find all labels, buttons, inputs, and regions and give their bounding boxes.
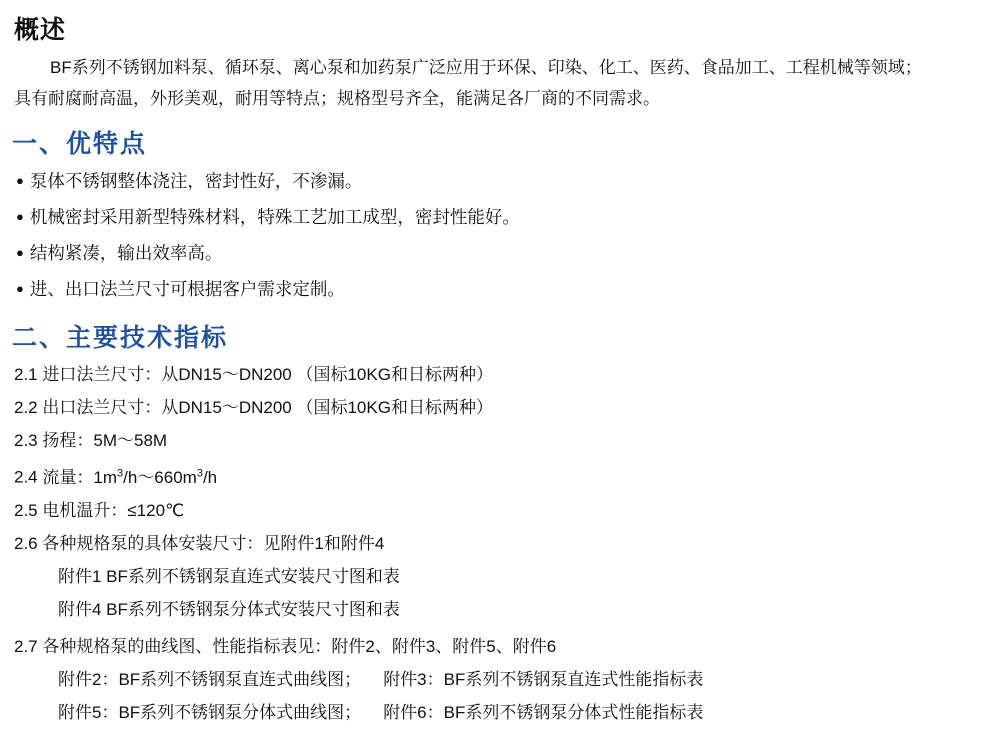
spec-item-2-5 — [14, 494, 1000, 527]
spec-list — [0, 358, 1000, 560]
flow-tail: /h — [202, 467, 218, 487]
page-title: 概述 — [14, 16, 67, 44]
document-page — [0, 10, 1000, 730]
list-item — [16, 272, 1000, 308]
feature-text: 机械密封采用新型特殊材料，特殊工艺加工成型，密封性能好。 — [29, 207, 520, 227]
spec-item-2-3 — [14, 424, 1000, 457]
spec-text: 出口法兰尺寸：从DN15～DN200 （国标10KG和日标两种） — [42, 398, 493, 417]
spec-text: 各种规格泵的具体安装尺寸：见附件1和附件4 — [42, 533, 385, 553]
feature-text: 泵体不锈钢整体浇注，密封性好，不渗漏。 — [29, 171, 363, 191]
spec-item-2-1 — [14, 358, 1000, 391]
spec-number: 2.4 — [14, 467, 38, 487]
spec-item-2-6 — [14, 527, 1000, 560]
attachment-line-4: 附件4 BF系列不锈钢泵分体式安装尺寸图和表 — [58, 599, 400, 619]
bullet-dot-icon: ● — [16, 173, 24, 188]
attachment-pair-row-2 — [58, 696, 1000, 729]
features-bullet-list — [0, 164, 1000, 308]
flow-mid: /h～660m — [123, 467, 197, 487]
spec-number: 2.3 — [14, 431, 38, 450]
spec-text: 各种规格泵的曲线图、性能指标表见：附件2、附件3、附件5、附件6 — [42, 636, 557, 656]
feature-text: 进、出口法兰尺寸可根据客户需求定制。 — [29, 279, 345, 299]
spec-item-2-2 — [14, 391, 1000, 424]
attachment-line-1: 附件1 BF系列不锈钢泵直连式安装尺寸图和表 — [58, 566, 400, 586]
spec-number: 2.1 — [14, 365, 38, 384]
spec-list-2-7 — [0, 630, 1000, 663]
spec-number: 2.7 — [14, 636, 38, 656]
section-heading-features: 一、优特点 — [12, 130, 148, 158]
bullet-dot-icon: ● — [16, 209, 24, 224]
spec-text: 扬程：5M～58M — [42, 431, 168, 450]
spec-item-2-4 — [14, 457, 1000, 494]
flow-sup-2: 3 — [196, 467, 203, 479]
intro-line-1: BF系列不锈钢加料泵、循环泵、离心泵和加药泵广泛应用于环保、印染、化工、医药、食品加工、工程机械等领域； — [50, 58, 922, 77]
bullet-dot-icon: ● — [16, 245, 24, 260]
spec-number: 2.2 — [14, 398, 38, 417]
intro-line-2: 具有耐腐耐高温，外形美观，耐用等特点；规格型号齐全，能满足各厂商的不同需求。 — [14, 89, 660, 108]
list-item — [16, 164, 1000, 200]
attachment-line-5: 附件5：BF系列不锈钢泵分体式曲线图； — [58, 702, 362, 722]
list-item — [16, 236, 1000, 272]
attachment-line-3: 附件3：BF系列不锈钢泵直连式性能指标表 — [383, 669, 704, 689]
bullet-dot-icon: ● — [16, 281, 24, 296]
spec-item-2-7 — [14, 630, 1000, 663]
feature-text: 结构紧凑，输出效率高。 — [29, 243, 223, 263]
flow-sup-1: 3 — [117, 467, 124, 479]
spec-text-flow — [42, 468, 217, 487]
spec-number: 2.5 — [14, 500, 38, 520]
attachment-pair-row-1 — [58, 663, 1000, 696]
spec-text: 进口法兰尺寸：从DN15～DN200 （国标10KG和日标两种） — [42, 365, 493, 384]
list-item — [16, 200, 1000, 236]
spec-number: 2.6 — [14, 533, 38, 553]
attachment-line-2: 附件2：BF系列不锈钢泵直连式曲线图； — [58, 669, 362, 689]
attachment-line-6: 附件6：BF系列不锈钢泵分体式性能指标表 — [383, 702, 704, 722]
section-heading-specs: 二、主要技术指标 — [12, 324, 229, 352]
flow-base: 流量：1m — [42, 467, 117, 487]
intro-paragraph — [14, 52, 986, 114]
spec-text: 电机温升：≤120℃ — [42, 500, 185, 520]
